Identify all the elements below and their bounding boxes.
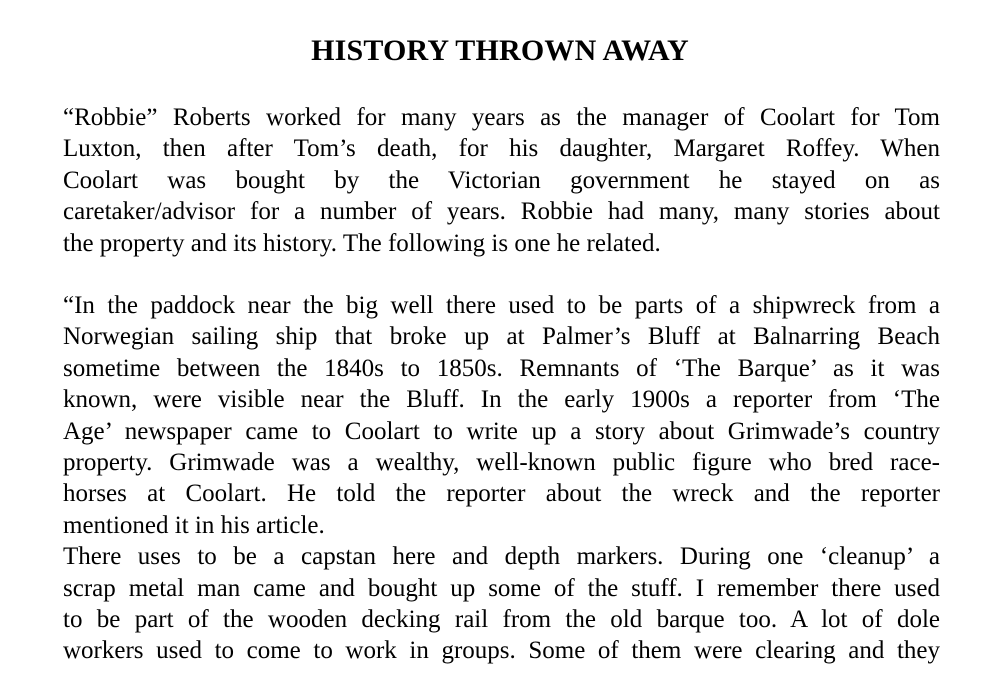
paragraph-line: Luxton, then after Tom’s death, for his daughter, Margaret Roffey. When <box>63 135 940 163</box>
paragraph-line: mentioned it in his article. <box>63 511 325 539</box>
document-title: HISTORY THROWN AWAY <box>311 34 689 67</box>
paragraph-2 <box>63 290 940 667</box>
paragraph-line: caretaker/advisor for a number of years. Robbie had many, many stories about <box>63 198 940 226</box>
paragraph-line: workers used to come to work in groups. Some of them were clearing and they <box>63 637 940 665</box>
paragraph-line: to be part of the wooden decking rail from the old barque too. A lot of dole <box>63 606 940 634</box>
paragraph-1 <box>63 102 940 259</box>
paragraph-line: Coolart was bought by the Victorian government he stayed on as <box>63 166 940 194</box>
paragraph-line: Norwegian sailing ship that broke up at Palmer’s Bluff at Balnarring Beach <box>63 323 940 351</box>
paragraph-line: the property and its history. The following is one he related. <box>63 229 661 257</box>
paragraph-line: There uses to be a capstan here and depth markers. During one ‘cleanup’ a <box>63 543 940 571</box>
paragraph-line: sometime between the 1840s to 1850s. Remnants of ‘The Barque’ as it was <box>63 354 940 382</box>
paragraph-line: Age’ newspaper came to Coolart to write up a story about Grimwade’s country <box>63 417 940 445</box>
paragraph-line: property. Grimwade was a wealthy, well-known public figure who bred race- <box>63 449 940 477</box>
paragraph-line: known, were visible near the Bluff. In the early 1900s a reporter from ‘The <box>63 386 940 414</box>
paragraph-line: “Robbie” Roberts worked for many years as the manager of Coolart for Tom <box>63 104 940 131</box>
paragraph-line: scrap metal man came and bought up some of the stuff. I remember there used <box>63 574 940 602</box>
paragraph-line: horses at Coolart. He told the reporter about the wreck and the reporter <box>63 480 940 508</box>
paragraph-line: “In the paddock near the big well there used to be parts of a shipwreck from a <box>63 292 940 319</box>
